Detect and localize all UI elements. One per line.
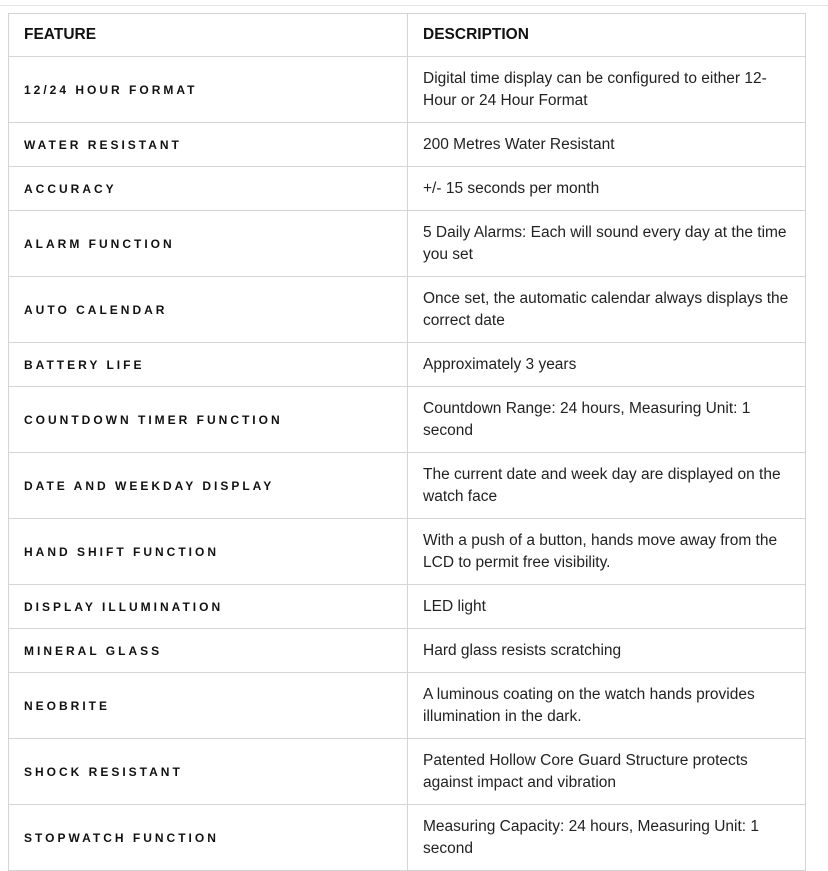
feature-column-header: FEATURE <box>9 14 408 57</box>
description-cell: LED light <box>408 585 806 629</box>
table-header-row <box>9 14 806 57</box>
feature-cell: ALARM FUNCTION <box>9 211 408 277</box>
description-cell: 200 Metres Water Resistant <box>408 123 806 167</box>
table-row <box>9 277 806 343</box>
description-cell: The current date and week day are displayed on the watch face <box>408 453 806 519</box>
description-cell: Once set, the automatic calendar always displays the correct date <box>408 277 806 343</box>
feature-cell: HAND SHIFT FUNCTION <box>9 519 408 585</box>
table-row <box>9 343 806 387</box>
feature-cell: 12/24 HOUR FORMAT <box>9 57 408 123</box>
table-row <box>9 673 806 739</box>
feature-specification-table <box>8 13 806 871</box>
description-cell: +/- 15 seconds per month <box>408 167 806 211</box>
description-cell: Countdown Range: 24 hours, Measuring Unit: 1 second <box>408 387 806 453</box>
feature-cell: SHOCK RESISTANT <box>9 739 408 805</box>
feature-cell: STOPWATCH FUNCTION <box>9 805 408 871</box>
table-row <box>9 739 806 805</box>
description-cell: Approximately 3 years <box>408 343 806 387</box>
table-row <box>9 453 806 519</box>
description-cell: Digital time display can be configured to either 12-Hour or 24 Hour Format <box>408 57 806 123</box>
table-row <box>9 167 806 211</box>
description-column-header: DESCRIPTION <box>408 14 806 57</box>
description-cell: Hard glass resists scratching <box>408 629 806 673</box>
table-row <box>9 585 806 629</box>
table-row <box>9 123 806 167</box>
feature-cell: DATE AND WEEKDAY DISPLAY <box>9 453 408 519</box>
top-divider <box>0 5 828 6</box>
description-cell: With a push of a button, hands move away from the LCD to permit free visibility. <box>408 519 806 585</box>
feature-cell: BATTERY LIFE <box>9 343 408 387</box>
feature-cell: NEOBRITE <box>9 673 408 739</box>
description-cell: Patented Hollow Core Guard Structure protects against impact and vibration <box>408 739 806 805</box>
feature-cell: COUNTDOWN TIMER FUNCTION <box>9 387 408 453</box>
description-cell: A luminous coating on the watch hands provides illumination in the dark. <box>408 673 806 739</box>
description-cell: 5 Daily Alarms: Each will sound every day at the time you set <box>408 211 806 277</box>
description-cell: Measuring Capacity: 24 hours, Measuring Unit: 1 second <box>408 805 806 871</box>
table-row <box>9 387 806 453</box>
feature-cell: MINERAL GLASS <box>9 629 408 673</box>
table-row <box>9 805 806 871</box>
table-row <box>9 629 806 673</box>
feature-cell: WATER RESISTANT <box>9 123 408 167</box>
table-row <box>9 211 806 277</box>
feature-cell: DISPLAY ILLUMINATION <box>9 585 408 629</box>
table-row <box>9 519 806 585</box>
feature-cell: AUTO CALENDAR <box>9 277 408 343</box>
table-row <box>9 57 806 123</box>
feature-cell: ACCURACY <box>9 167 408 211</box>
